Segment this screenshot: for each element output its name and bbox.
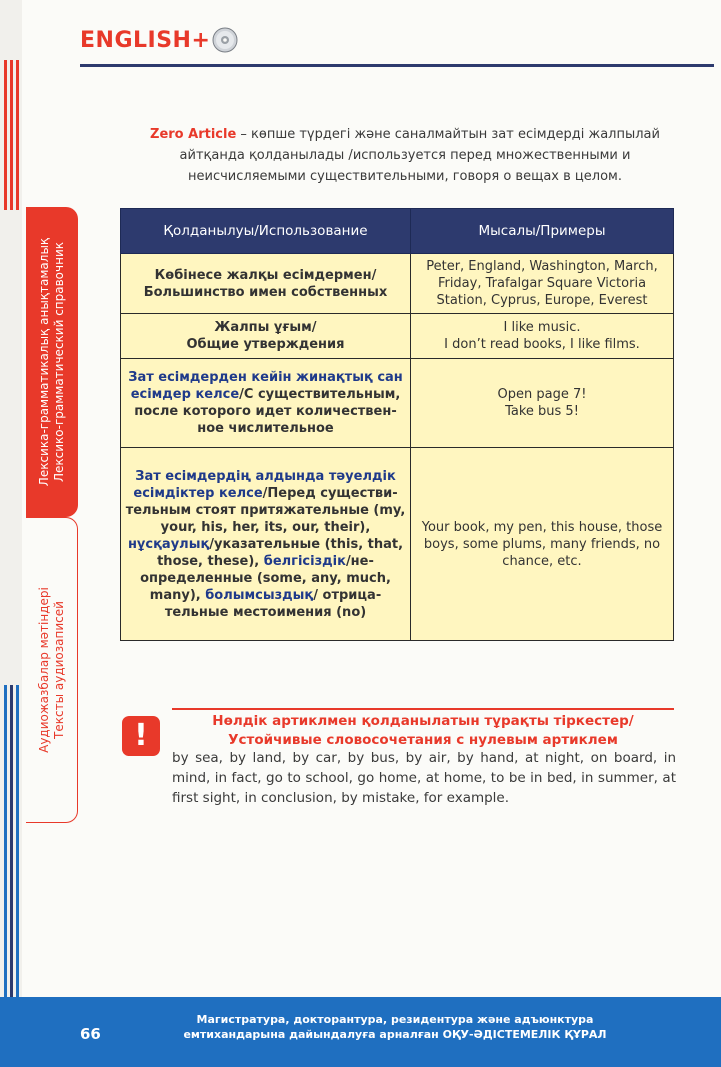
- usage-cell: [121, 314, 411, 359]
- side-tab-audio-transcripts[interactable]: [26, 517, 78, 823]
- logo-text: ENGLISH+: [80, 27, 211, 53]
- column-header-examples: Мысалы/Примеры: [411, 209, 674, 254]
- side-tab-grammar-reference[interactable]: [26, 207, 78, 517]
- note-title-ru: Устойчивые словосочетания с нулевым артиклем: [228, 732, 618, 748]
- exclamation-icon: !: [122, 716, 160, 756]
- intro-term: Zero Article: [150, 127, 237, 142]
- footer-line: емтихандарына дайындалуға арналған ОҚУ-ӘДІСТЕМЕЛІК ҚҰРАЛ: [183, 1028, 607, 1041]
- side-tab-label-ru: Тексты аудиозаписей: [51, 601, 66, 739]
- header-rule: [80, 64, 714, 67]
- usage-ru: /С существительным, после которого идет количествен-ное числительное: [134, 387, 401, 436]
- example-cell: [411, 359, 674, 448]
- zero-article-table: [120, 208, 674, 641]
- column-header-usage: Қолданылуы/Использование: [121, 209, 411, 254]
- usage-kz: Жалпы ұғым/: [214, 320, 317, 335]
- example-line: Take bus 5!: [505, 404, 579, 419]
- usage-kz: Көбінесе жалқы есімдермен/: [154, 267, 377, 283]
- blue-stripe: [16, 685, 19, 1005]
- example-line: Station, Cyprus, Europe, Everest: [436, 293, 648, 308]
- usage-ru-demonstrative: /указательные (this, that, those, these),: [157, 536, 404, 569]
- usage-ru-negative: / отрица-тельные местоимения (no): [164, 587, 382, 620]
- table-row: [121, 314, 674, 359]
- example-line: Peter, England, Washington, March,: [426, 259, 658, 274]
- note-title-kz: Нөлдік артиклмен қолданылатын тұрақты тіркестер/: [212, 713, 634, 729]
- usage-cell: [121, 254, 411, 314]
- red-stripe: [4, 60, 7, 210]
- example-line: chance, etc.: [502, 553, 582, 569]
- note-title: [172, 712, 674, 750]
- logo: [80, 24, 238, 56]
- example-line: Friday, Trafalgar Square Victoria: [437, 276, 647, 291]
- side-tab-label-ru: Лексико-грамматический справочник: [52, 241, 67, 483]
- example-cell: [411, 448, 674, 641]
- note-body: by sea, by land, by car, by bus, by air, by hand, at night, on board, in mind, in fact, go to school, go home, at home, to be in bed, in summer, at first sight, in conclusion, by mistake, for example.: [172, 750, 676, 806]
- note-rule: [172, 708, 674, 710]
- table-row: [121, 448, 674, 641]
- usage-ru-possessive: /Перед существи-тельным стоят притяжательные (my, your, his, her, its, our, their),: [125, 485, 406, 535]
- usage-ru: Большинство имен собственных: [143, 284, 388, 300]
- side-tab-label-kz: Лексика-грамматикалық анықтамалық: [37, 237, 52, 487]
- page-number: 66: [80, 1025, 101, 1043]
- intro-text: – көпше түрдегі және саналмайтын зат есімдерді жалпылай айтқанда қолданылады /используется перед множественными и неисчисляемыми существительными, говоря о вещах в целом.: [179, 127, 660, 184]
- red-stripe: [16, 60, 19, 210]
- example-cell: [411, 254, 674, 314]
- page-footer: [0, 997, 721, 1067]
- example-line: Open page 7!: [497, 387, 587, 402]
- table-row: [121, 359, 674, 448]
- usage-kz-negative: болымсыздық: [205, 587, 314, 603]
- intro-paragraph: [128, 124, 682, 187]
- example-line: Your book, my pen, this house, those: [421, 519, 663, 535]
- usage-cell: [121, 359, 411, 448]
- side-tab-label-kz: Аудиожазбалар мәтіндері: [36, 587, 51, 753]
- usage-ru-indefinite: /не-определенные (some, any, much, many),: [140, 553, 391, 603]
- usage-kz-indefinite: белгісіздік: [263, 553, 346, 569]
- usage-kz-demonstrative: нұсқаулық: [127, 536, 210, 552]
- example-cell: [411, 314, 674, 359]
- example-line: boys, some plums, many friends, no: [423, 536, 661, 552]
- usage-ru: Общие утверждения: [186, 337, 345, 352]
- red-stripe: [10, 60, 13, 210]
- example-line: I like music.: [503, 320, 581, 335]
- footer-title: [170, 1012, 620, 1042]
- usage-kz-possessive: Зат есімдердің алдында тәуелдік есімдіктер келсе: [133, 468, 396, 501]
- table-header-row: [121, 209, 674, 254]
- usage-kz: Зат есімдерден кейін жинақтық сан есімдер келсе: [128, 370, 403, 402]
- blue-stripe: [10, 685, 13, 1005]
- example-line: I don’t read books, I like films.: [444, 337, 640, 352]
- table-row: [121, 254, 674, 314]
- left-margin-strip: [0, 0, 22, 1067]
- footer-line: Магистратура, докторантура, резидентура және адъюнктура: [196, 1013, 594, 1026]
- blue-stripe: [4, 685, 7, 1005]
- cd-disc-icon: [212, 27, 238, 53]
- usage-cell: [121, 448, 411, 641]
